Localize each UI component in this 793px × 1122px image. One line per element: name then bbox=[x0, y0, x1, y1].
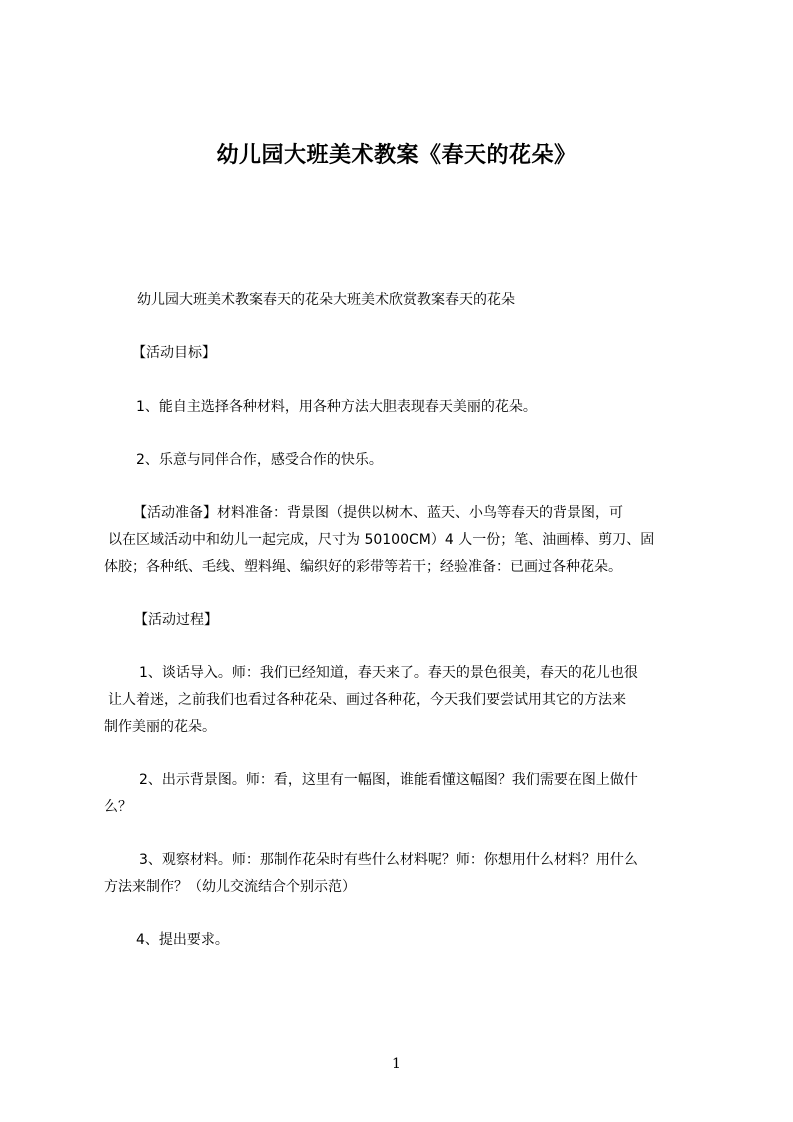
paragraph-line: 4、提出要求。 bbox=[136, 932, 229, 948]
paragraph-line: 3、观察材料。师：那制作花朵时有些什么材料呢？师：你想用什么材料？用什么 bbox=[139, 852, 638, 868]
paragraph-line: 1、能自主选择各种材料，用各种方法大胆表现春天美丽的花朵。 bbox=[136, 399, 537, 415]
paragraph-line: 么？ bbox=[104, 799, 132, 815]
section-heading-process bbox=[104, 607, 709, 634]
process-step-1 bbox=[104, 660, 709, 741]
paragraph-line: 【活动准备】材料准备：背景图（提供以树木、蓝天、小鸟等春天的背景图，可 bbox=[133, 505, 623, 521]
paragraph-line: 1、谈话导入。师：我们已经知道，春天来了。春天的景色很美，春天的花儿也很 bbox=[139, 665, 638, 681]
paragraph-line: 方法来制作？（幼儿交流结合个别示范） bbox=[104, 879, 356, 895]
section-heading-goals bbox=[104, 340, 709, 367]
process-step-4 bbox=[104, 927, 709, 954]
document-title: 幼儿园大班美术教案《春天的花朵》 bbox=[216, 143, 577, 168]
paragraph-line: 体胶；各种纸、毛线、塑料绳、编织好的彩带等若干；经验准备：已画过各种花朵。 bbox=[104, 559, 622, 575]
paragraph-line: 2、出示背景图。师：看，这里有一幅图，谁能看懂这幅图？我们需要在图上做什 bbox=[139, 772, 638, 788]
goal-item-1 bbox=[104, 394, 709, 421]
goal-item-2 bbox=[104, 447, 709, 474]
paragraph-line: 制作美丽的花朵。 bbox=[104, 719, 216, 735]
process-step-3 bbox=[104, 847, 709, 901]
paragraph-line: 2、乐意与同伴合作，感受合作的快乐。 bbox=[136, 452, 383, 468]
process-step-2 bbox=[104, 767, 709, 821]
paragraph-intro bbox=[104, 287, 709, 314]
paragraph-line: 【活动过程】 bbox=[134, 612, 218, 628]
section-preparation bbox=[104, 500, 709, 581]
paragraph-line: 以在区域活动中和幼儿一起完成，尺寸为 50100CM）4 人一份；笔、油画棒、剪刀、固 bbox=[108, 532, 655, 548]
paragraph-line: 让人着迷，之前我们也看过各种花朵、画过各种花，今天我们要尝试用其它的方法来 bbox=[108, 692, 626, 708]
paragraph-line: 【活动目标】 bbox=[132, 345, 216, 361]
paragraph-line: 幼儿园大班美术教案春天的花朵大班美术欣赏教案春天的花朵 bbox=[137, 292, 515, 308]
page-number: 1 bbox=[392, 1056, 401, 1072]
